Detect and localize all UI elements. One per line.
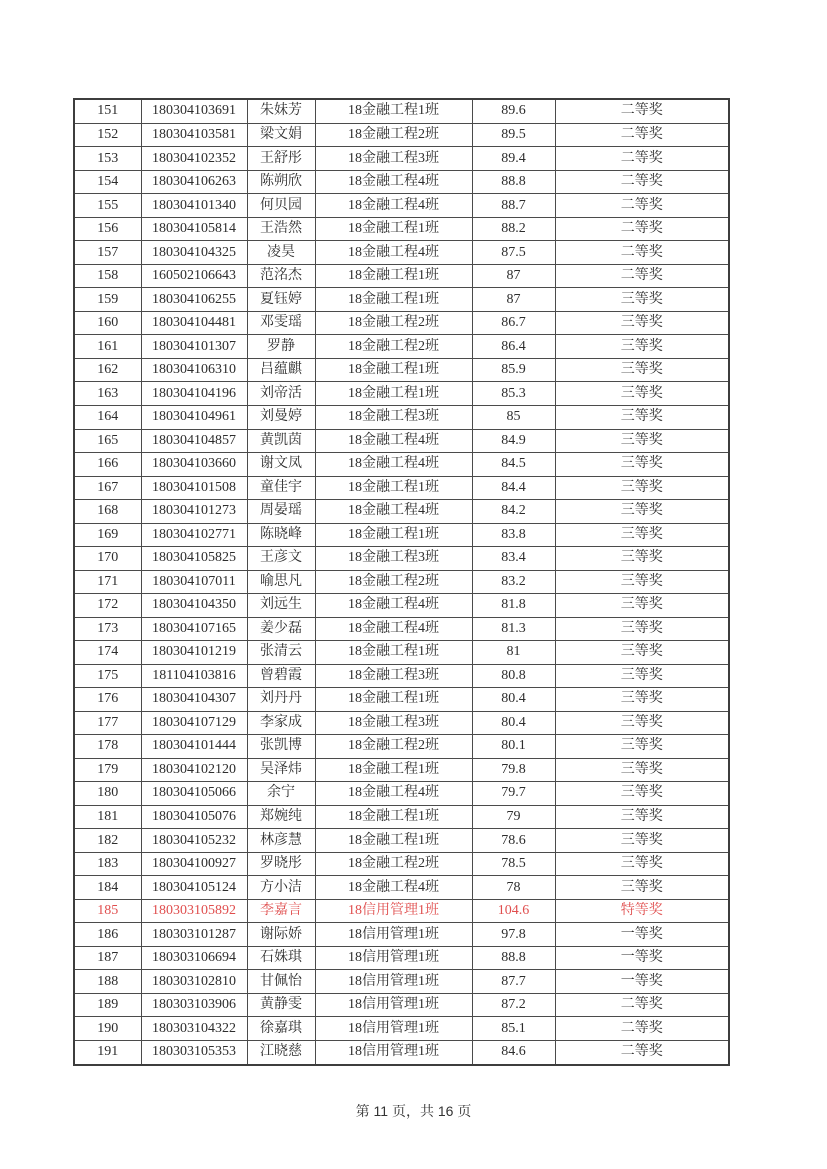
cell-name: 黄凯茵 [247, 429, 315, 453]
cell-award: 三等奖 [555, 476, 729, 500]
cell-award: 三等奖 [555, 453, 729, 477]
cell-name: 李嘉言 [247, 899, 315, 923]
table-row [74, 123, 729, 147]
cell-class: 18金融工程1班 [315, 99, 472, 123]
cell-student-id: 160502106643 [141, 264, 247, 288]
cell-rank: 189 [74, 993, 141, 1017]
table-row [74, 147, 729, 171]
cell-score: 83.8 [472, 523, 555, 547]
cell-class: 18金融工程4班 [315, 594, 472, 618]
cell-name: 谢际娇 [247, 923, 315, 947]
table-row [74, 358, 729, 382]
cell-student-id: 180304105825 [141, 547, 247, 571]
cell-name: 何贝园 [247, 194, 315, 218]
cell-student-id: 180304103581 [141, 123, 247, 147]
table-row [74, 1040, 729, 1065]
cell-class: 18金融工程2班 [315, 335, 472, 359]
cell-name: 余宁 [247, 782, 315, 806]
cell-score: 80.8 [472, 664, 555, 688]
cell-name: 江晓慈 [247, 1040, 315, 1065]
cell-score: 81 [472, 641, 555, 665]
cell-class: 18金融工程1班 [315, 758, 472, 782]
cell-student-id: 180304104961 [141, 405, 247, 429]
cell-award: 三等奖 [555, 711, 729, 735]
cell-award: 三等奖 [555, 782, 729, 806]
cell-name: 邓雯瑶 [247, 311, 315, 335]
cell-award: 二等奖 [555, 1017, 729, 1041]
cell-rank: 185 [74, 899, 141, 923]
table-row [74, 946, 729, 970]
table-row [74, 970, 729, 994]
cell-student-id: 180304106263 [141, 170, 247, 194]
cell-rank: 186 [74, 923, 141, 947]
cell-student-id: 180304101273 [141, 500, 247, 524]
table-row [74, 711, 729, 735]
cell-rank: 180 [74, 782, 141, 806]
cell-rank: 173 [74, 617, 141, 641]
cell-class: 18金融工程2班 [315, 735, 472, 759]
table-row [74, 547, 729, 571]
cell-class: 18金融工程2班 [315, 570, 472, 594]
cell-name: 王彦文 [247, 547, 315, 571]
cell-name: 范洺杰 [247, 264, 315, 288]
cell-rank: 181 [74, 805, 141, 829]
cell-student-id: 180304105232 [141, 829, 247, 853]
cell-rank: 166 [74, 453, 141, 477]
cell-class: 18金融工程3班 [315, 547, 472, 571]
cell-class: 18金融工程2班 [315, 311, 472, 335]
awards-table [73, 98, 730, 1066]
cell-student-id: 180304107011 [141, 570, 247, 594]
table-row [74, 758, 729, 782]
table-row [74, 570, 729, 594]
cell-rank: 177 [74, 711, 141, 735]
cell-score: 88.7 [472, 194, 555, 218]
cell-name: 刘远生 [247, 594, 315, 618]
cell-class: 18金融工程1班 [315, 523, 472, 547]
cell-name: 张清云 [247, 641, 315, 665]
cell-award: 三等奖 [555, 641, 729, 665]
cell-rank: 175 [74, 664, 141, 688]
cell-rank: 154 [74, 170, 141, 194]
cell-rank: 187 [74, 946, 141, 970]
cell-award: 二等奖 [555, 170, 729, 194]
cell-student-id: 180303102810 [141, 970, 247, 994]
cell-name: 罗静 [247, 335, 315, 359]
cell-score: 97.8 [472, 923, 555, 947]
cell-rank: 184 [74, 876, 141, 900]
cell-award: 特等奖 [555, 899, 729, 923]
cell-rank: 178 [74, 735, 141, 759]
cell-name: 郑婉纯 [247, 805, 315, 829]
cell-rank: 151 [74, 99, 141, 123]
cell-score: 86.7 [472, 311, 555, 335]
cell-rank: 152 [74, 123, 141, 147]
cell-rank: 161 [74, 335, 141, 359]
cell-class: 18金融工程3班 [315, 664, 472, 688]
cell-award: 三等奖 [555, 358, 729, 382]
table-row [74, 217, 729, 241]
cell-award: 二等奖 [555, 123, 729, 147]
cell-student-id: 180304104481 [141, 311, 247, 335]
cell-student-id: 180304106255 [141, 288, 247, 312]
cell-award: 三等奖 [555, 500, 729, 524]
cell-student-id: 180304102352 [141, 147, 247, 171]
cell-name: 夏钰婷 [247, 288, 315, 312]
cell-score: 84.5 [472, 453, 555, 477]
cell-score: 80.1 [472, 735, 555, 759]
cell-class: 18金融工程4班 [315, 241, 472, 265]
cell-student-id: 180303104322 [141, 1017, 247, 1041]
cell-name: 刘帝活 [247, 382, 315, 406]
cell-rank: 157 [74, 241, 141, 265]
table-row [74, 288, 729, 312]
table-row [74, 735, 729, 759]
cell-student-id: 180304107129 [141, 711, 247, 735]
cell-student-id: 180304105124 [141, 876, 247, 900]
cell-rank: 155 [74, 194, 141, 218]
cell-class: 18金融工程2班 [315, 123, 472, 147]
cell-award: 三等奖 [555, 429, 729, 453]
cell-score: 81.3 [472, 617, 555, 641]
cell-rank: 170 [74, 547, 141, 571]
table-row [74, 335, 729, 359]
table-row [74, 594, 729, 618]
cell-student-id: 180304104857 [141, 429, 247, 453]
cell-award: 一等奖 [555, 923, 729, 947]
table-row [74, 641, 729, 665]
cell-name: 童佳宇 [247, 476, 315, 500]
cell-class: 18金融工程1班 [315, 641, 472, 665]
cell-class: 18金融工程1班 [315, 288, 472, 312]
cell-award: 三等奖 [555, 405, 729, 429]
cell-rank: 191 [74, 1040, 141, 1065]
cell-award: 三等奖 [555, 876, 729, 900]
table-row [74, 876, 729, 900]
cell-class: 18信用管理1班 [315, 1017, 472, 1041]
cell-name: 林彦慧 [247, 829, 315, 853]
cell-score: 85.9 [472, 358, 555, 382]
cell-score: 84.2 [472, 500, 555, 524]
cell-name: 王舒彤 [247, 147, 315, 171]
cell-class: 18金融工程4班 [315, 194, 472, 218]
cell-student-id: 180304107165 [141, 617, 247, 641]
cell-rank: 172 [74, 594, 141, 618]
cell-name: 梁文娟 [247, 123, 315, 147]
cell-score: 83.4 [472, 547, 555, 571]
cell-rank: 153 [74, 147, 141, 171]
cell-score: 85 [472, 405, 555, 429]
cell-name: 王浩然 [247, 217, 315, 241]
table-row [74, 241, 729, 265]
cell-class: 18金融工程3班 [315, 405, 472, 429]
cell-award: 一等奖 [555, 946, 729, 970]
cell-award: 三等奖 [555, 688, 729, 712]
cell-award: 二等奖 [555, 147, 729, 171]
cell-award: 三等奖 [555, 382, 729, 406]
cell-score: 84.9 [472, 429, 555, 453]
cell-award: 三等奖 [555, 758, 729, 782]
cell-student-id: 180304102771 [141, 523, 247, 547]
cell-rank: 190 [74, 1017, 141, 1041]
cell-class: 18金融工程4班 [315, 453, 472, 477]
cell-award: 三等奖 [555, 523, 729, 547]
cell-class: 18金融工程1班 [315, 805, 472, 829]
cell-class: 18金融工程3班 [315, 711, 472, 735]
cell-rank: 182 [74, 829, 141, 853]
cell-name: 吕蕴麒 [247, 358, 315, 382]
table-row [74, 311, 729, 335]
cell-name: 刘曼婷 [247, 405, 315, 429]
cell-score: 88.2 [472, 217, 555, 241]
cell-award: 三等奖 [555, 617, 729, 641]
cell-student-id: 180304102120 [141, 758, 247, 782]
cell-rank: 163 [74, 382, 141, 406]
cell-class: 18信用管理1班 [315, 923, 472, 947]
cell-rank: 169 [74, 523, 141, 547]
table-row [74, 194, 729, 218]
table-row [74, 382, 729, 406]
cell-student-id: 180304101307 [141, 335, 247, 359]
cell-award: 三等奖 [555, 829, 729, 853]
cell-class: 18金融工程4班 [315, 429, 472, 453]
cell-class: 18金融工程2班 [315, 852, 472, 876]
cell-rank: 174 [74, 641, 141, 665]
cell-class: 18金融工程3班 [315, 147, 472, 171]
cell-name: 甘佩怡 [247, 970, 315, 994]
cell-rank: 179 [74, 758, 141, 782]
cell-class: 18金融工程4班 [315, 617, 472, 641]
cell-class: 18信用管理1班 [315, 1040, 472, 1065]
cell-class: 18金融工程1班 [315, 358, 472, 382]
cell-name: 李家成 [247, 711, 315, 735]
table-body [74, 99, 729, 1065]
cell-score: 79.8 [472, 758, 555, 782]
cell-score: 88.8 [472, 946, 555, 970]
cell-name: 周晏瑶 [247, 500, 315, 524]
cell-rank: 162 [74, 358, 141, 382]
table-row [74, 617, 729, 641]
cell-rank: 176 [74, 688, 141, 712]
cell-name: 黄静雯 [247, 993, 315, 1017]
table-row [74, 476, 729, 500]
cell-name: 徐嘉琪 [247, 1017, 315, 1041]
table-row [74, 688, 729, 712]
cell-score: 78.6 [472, 829, 555, 853]
table-row [74, 405, 729, 429]
cell-student-id: 180304104196 [141, 382, 247, 406]
cell-score: 85.3 [472, 382, 555, 406]
cell-class: 18金融工程1班 [315, 264, 472, 288]
table-row [74, 829, 729, 853]
cell-student-id: 180304103691 [141, 99, 247, 123]
cell-student-id: 180304106310 [141, 358, 247, 382]
table-row [74, 1017, 729, 1041]
cell-award: 三等奖 [555, 735, 729, 759]
cell-score: 80.4 [472, 688, 555, 712]
cell-score: 79 [472, 805, 555, 829]
cell-name: 陈朔欣 [247, 170, 315, 194]
cell-student-id: 180304105814 [141, 217, 247, 241]
cell-student-id: 180303103906 [141, 993, 247, 1017]
cell-award: 二等奖 [555, 194, 729, 218]
cell-score: 80.4 [472, 711, 555, 735]
cell-award: 一等奖 [555, 970, 729, 994]
cell-score: 87 [472, 288, 555, 312]
cell-award: 二等奖 [555, 993, 729, 1017]
cell-score: 88.8 [472, 170, 555, 194]
cell-award: 三等奖 [555, 664, 729, 688]
cell-name: 曾碧霞 [247, 664, 315, 688]
cell-rank: 159 [74, 288, 141, 312]
cell-class: 18金融工程1班 [315, 382, 472, 406]
cell-score: 81.8 [472, 594, 555, 618]
cell-score: 84.6 [472, 1040, 555, 1065]
cell-award: 三等奖 [555, 594, 729, 618]
cell-student-id: 180304101340 [141, 194, 247, 218]
cell-score: 79.7 [472, 782, 555, 806]
cell-award: 三等奖 [555, 547, 729, 571]
cell-name: 姜少磊 [247, 617, 315, 641]
table-row [74, 782, 729, 806]
cell-score: 89.5 [472, 123, 555, 147]
cell-rank: 168 [74, 500, 141, 524]
cell-award: 二等奖 [555, 264, 729, 288]
table-row [74, 852, 729, 876]
table-row [74, 923, 729, 947]
cell-name: 石姝琪 [247, 946, 315, 970]
table-row [74, 664, 729, 688]
cell-rank: 164 [74, 405, 141, 429]
cell-student-id: 180304101444 [141, 735, 247, 759]
cell-name: 罗晓彤 [247, 852, 315, 876]
cell-student-id: 180303101287 [141, 923, 247, 947]
cell-award: 三等奖 [555, 335, 729, 359]
cell-score: 89.6 [472, 99, 555, 123]
cell-class: 18金融工程1班 [315, 217, 472, 241]
cell-rank: 171 [74, 570, 141, 594]
table-row [74, 99, 729, 123]
cell-class: 18信用管理1班 [315, 993, 472, 1017]
cell-class: 18信用管理1班 [315, 970, 472, 994]
cell-class: 18信用管理1班 [315, 946, 472, 970]
cell-award: 二等奖 [555, 241, 729, 265]
table-row [74, 523, 729, 547]
cell-class: 18金融工程1班 [315, 829, 472, 853]
cell-award: 三等奖 [555, 805, 729, 829]
table-row [74, 170, 729, 194]
cell-score: 104.6 [472, 899, 555, 923]
cell-award: 三等奖 [555, 288, 729, 312]
cell-student-id: 180303105892 [141, 899, 247, 923]
cell-score: 87.5 [472, 241, 555, 265]
cell-rank: 188 [74, 970, 141, 994]
cell-award: 三等奖 [555, 570, 729, 594]
page-footer: 第 11 页，共 16 页 [355, 1103, 472, 1119]
cell-student-id: 180304104350 [141, 594, 247, 618]
cell-score: 87.7 [472, 970, 555, 994]
cell-class: 18金融工程4班 [315, 782, 472, 806]
table-row [74, 500, 729, 524]
cell-class: 18信用管理1班 [315, 899, 472, 923]
cell-name: 喻思凡 [247, 570, 315, 594]
cell-student-id: 180303106694 [141, 946, 247, 970]
cell-student-id: 180304104307 [141, 688, 247, 712]
cell-class: 18金融工程1班 [315, 688, 472, 712]
cell-name: 朱妹芳 [247, 99, 315, 123]
cell-score: 78 [472, 876, 555, 900]
cell-student-id: 181104103816 [141, 664, 247, 688]
cell-name: 谢文凤 [247, 453, 315, 477]
cell-award: 二等奖 [555, 99, 729, 123]
cell-name: 陈晓峰 [247, 523, 315, 547]
cell-rank: 183 [74, 852, 141, 876]
table-row [74, 805, 729, 829]
table-row [74, 453, 729, 477]
table-row [74, 993, 729, 1017]
cell-student-id: 180303105353 [141, 1040, 247, 1065]
cell-student-id: 180304101508 [141, 476, 247, 500]
table-row [74, 264, 729, 288]
table-row [74, 899, 729, 923]
cell-rank: 160 [74, 311, 141, 335]
cell-score: 84.4 [472, 476, 555, 500]
cell-name: 方小洁 [247, 876, 315, 900]
cell-name: 凌昊 [247, 241, 315, 265]
cell-award: 二等奖 [555, 1040, 729, 1065]
cell-award: 二等奖 [555, 217, 729, 241]
cell-class: 18金融工程4班 [315, 170, 472, 194]
cell-name: 刘丹丹 [247, 688, 315, 712]
cell-score: 89.4 [472, 147, 555, 171]
cell-score: 83.2 [472, 570, 555, 594]
cell-score: 85.1 [472, 1017, 555, 1041]
cell-rank: 156 [74, 217, 141, 241]
cell-class: 18金融工程4班 [315, 500, 472, 524]
table-row [74, 429, 729, 453]
cell-score: 86.4 [472, 335, 555, 359]
cell-score: 87 [472, 264, 555, 288]
cell-rank: 165 [74, 429, 141, 453]
cell-student-id: 180304105066 [141, 782, 247, 806]
cell-name: 吴泽炜 [247, 758, 315, 782]
cell-name: 张凯博 [247, 735, 315, 759]
cell-score: 78.5 [472, 852, 555, 876]
cell-class: 18金融工程1班 [315, 476, 472, 500]
cell-award: 三等奖 [555, 852, 729, 876]
cell-rank: 167 [74, 476, 141, 500]
cell-score: 87.2 [472, 993, 555, 1017]
cell-award: 三等奖 [555, 311, 729, 335]
cell-student-id: 180304103660 [141, 453, 247, 477]
cell-class: 18金融工程4班 [315, 876, 472, 900]
cell-student-id: 180304105076 [141, 805, 247, 829]
cell-rank: 158 [74, 264, 141, 288]
cell-student-id: 180304104325 [141, 241, 247, 265]
cell-student-id: 180304100927 [141, 852, 247, 876]
cell-student-id: 180304101219 [141, 641, 247, 665]
